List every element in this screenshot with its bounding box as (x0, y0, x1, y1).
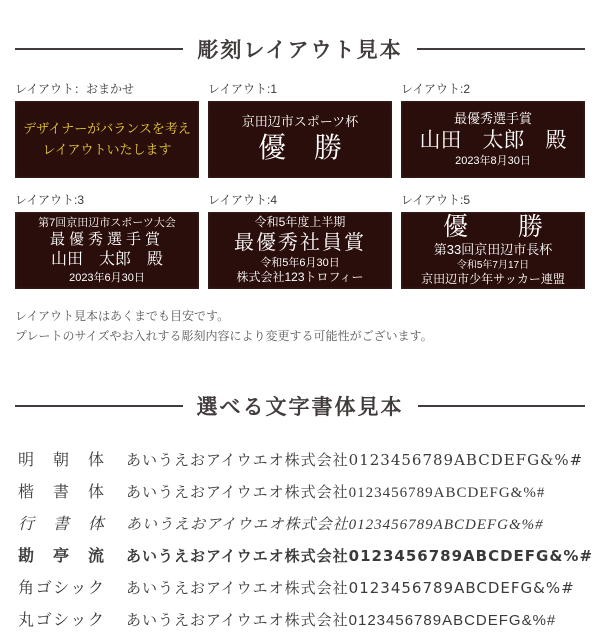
plate-text-line: 最優秀選手賞 (453, 110, 532, 126)
font-name: 丸ゴシック (18, 611, 104, 629)
plate-text-line: 京田辺市少年サッカー連盟 (421, 272, 565, 287)
font-row-kaisho (18, 479, 582, 502)
engraving-plate-omakase (15, 101, 199, 178)
font-sample-text: あいうえおアイウエオ株式会社0123456789ABCDEFG&%# (126, 516, 544, 533)
font-name: 楷書体 (18, 483, 104, 501)
font-name: 行書体 (18, 515, 104, 533)
font-name: 明朝体 (18, 449, 104, 469)
font-row-kaku-gothic (18, 575, 582, 598)
plate-text-line: 優 勝 (257, 132, 342, 164)
font-row-kanteiryu (18, 543, 594, 566)
layout-sample-2 (401, 80, 585, 178)
plate-text-line: 京田辺市スポーツ杯 (241, 114, 359, 130)
plate-text-line: 株式会社123トロフィー (236, 270, 364, 285)
engraving-plate-3 (15, 212, 199, 289)
page (0, 34, 600, 630)
plate-text-line: 山田 太郎 殿 (419, 128, 567, 152)
font-row-gyosho (18, 511, 582, 534)
font-sample-text: あいうえおアイウエオ株式会社0123456789ABCDEFG&%# (126, 450, 584, 469)
layout-sample-4 (208, 191, 392, 289)
note-line-2: プレートのサイズやお入れする彫刻内容により変更する可能性がございます。 (15, 329, 433, 344)
font-row-mincho (18, 447, 582, 470)
engraving-plate-5 (401, 212, 585, 289)
layout-label: レイアウト:5 (401, 193, 471, 207)
layout-sample-grid (15, 80, 585, 289)
engraving-layout-title: 彫刻レイアウト見本 (197, 39, 403, 62)
plate-text-line: 第7回京田辺市スポーツ大会 (38, 216, 176, 229)
divider-line-left (15, 48, 183, 50)
divider-line-right (417, 48, 585, 50)
divider-line-left (15, 405, 183, 407)
plate-text-line: デザイナーがバランスを考え (23, 121, 191, 137)
engraving-plate-4 (208, 212, 392, 289)
plate-text-line: 最優秀社員賞 (234, 231, 366, 254)
plate-text-line: 令和5年度上半期 (254, 215, 346, 230)
plate-text-line: 優 勝 (442, 213, 543, 242)
font-sample-title: 選べる文字書体見本 (196, 395, 404, 419)
font-row-maru-gothic (18, 607, 582, 630)
plate-text-line: レイアウトいたします (42, 141, 172, 157)
layout-sample-omakase (15, 80, 199, 178)
font-sample-text: あいうえおアイウエオ株式会社0123456789ABCDEFG&%# (126, 611, 557, 629)
font-sample-header (15, 391, 585, 421)
plate-text-line: 令和5年6月30日 (260, 256, 340, 269)
engraving-plate-2 (401, 101, 585, 178)
layout-sample-3 (15, 191, 199, 289)
divider-line-right (418, 405, 586, 407)
plate-text-line: 2023年8月30日 (455, 154, 531, 167)
font-name: 勘亭流 (18, 545, 104, 565)
plate-text-line: 令和5年7月17日 (456, 260, 530, 272)
engraving-plate-1 (208, 101, 392, 178)
layout-label: レイアウト:3 (15, 193, 85, 207)
layout-label: レイアウト:2 (401, 82, 471, 96)
plate-text-line: 最優秀選手賞 (49, 231, 164, 249)
font-sample-text: あいうえおアイウエオ株式会社0123456789ABCDEFG&%# (126, 484, 546, 501)
font-sample-table (15, 447, 594, 630)
layout-disclaimer-note (15, 306, 585, 347)
layout-sample-1 (208, 80, 392, 178)
plate-text-line: 山田 太郎 殿 (50, 250, 163, 268)
font-sample-text: あいうえおアイウエオ株式会社0123456789ABCDEFG&%# (126, 578, 575, 597)
layout-label: レイアウト:4 (208, 193, 278, 207)
engraving-layout-header (15, 34, 585, 64)
font-sample-text: あいうえおアイウエオ株式会社0123456789ABCDEFG&%# (126, 546, 594, 565)
layout-sample-5 (401, 191, 585, 289)
layout-label: レイアウト：おまかせ (15, 82, 135, 96)
layout-label: レイアウト:1 (208, 82, 278, 96)
note-line-1: レイアウト見本はあくまでも目安です。 (15, 309, 230, 323)
plate-text-line: 第33回京田辺市長杯 (433, 242, 553, 258)
font-name: 角ゴシック (18, 577, 104, 597)
plate-text-line: 2023年6月30日 (69, 271, 145, 284)
